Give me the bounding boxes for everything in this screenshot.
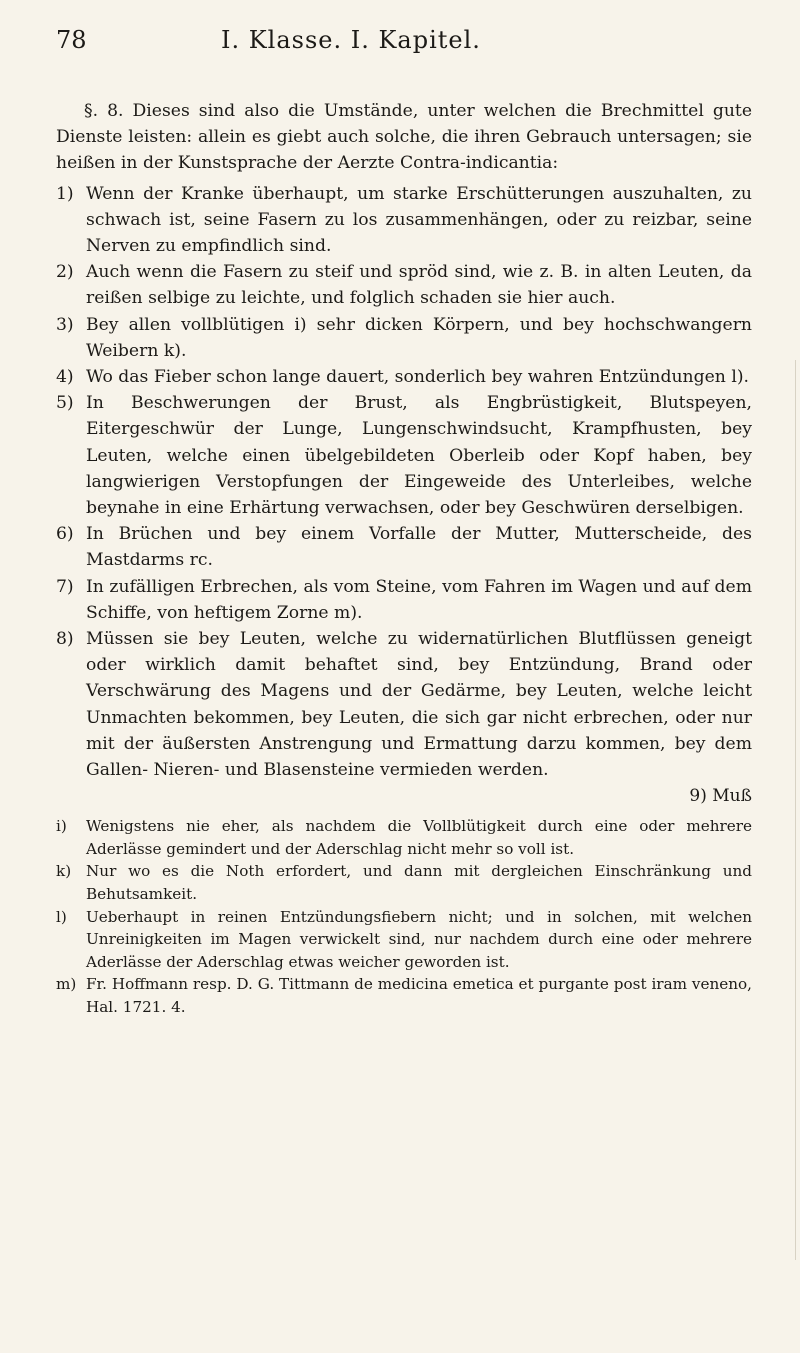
footnote-mark: k) bbox=[56, 862, 72, 881]
contraindication-list bbox=[56, 181, 752, 784]
footnote bbox=[56, 906, 752, 974]
list-item bbox=[56, 626, 752, 783]
footnote bbox=[56, 973, 752, 1018]
list-item bbox=[56, 312, 752, 364]
footnote-text: Nur wo es die Noth erfordert, und dann mit dergleichen Einschränkung und Behutsamkeit. bbox=[86, 862, 752, 904]
running-title: I. Klasse. I. Kapitel. bbox=[221, 26, 481, 54]
item-text: In Beschwerungen der Brust, als Engbrüstigkeit, Blutspeyen, Eitergeschwür der Lunge, Lungenschwindsucht, Krampfhusten, bey Leuten, welche einen übelgebildeten Oberleib oder Kopf haben, bey langwierigen Verstopfungen der Eingeweide des Unterleibes, welche beynahe in eine Erhärtung verwachsen, oder bey Geschwüren derselbigen. bbox=[86, 393, 752, 519]
list-item bbox=[56, 259, 752, 311]
footnotes bbox=[56, 815, 752, 1018]
list-item bbox=[56, 574, 752, 626]
footnote-text: Fr. Hoffmann resp. D. G. Tittmann de medicina emetica et purgante post iram veneno, Hal. 1721. 4. bbox=[86, 975, 752, 1017]
item-number: 8) bbox=[56, 629, 74, 650]
footnote bbox=[56, 860, 752, 905]
item-text: In Brüchen und bey einem Vorfalle der Mutter, Mutterscheide, des Mastdarms rc. bbox=[86, 524, 752, 571]
item-text: Auch wenn die Fasern zu steif und spröd sind, wie z. B. in alten Leuten, da reißen selbige zu leichte, und folglich schaden sie hier auch. bbox=[86, 262, 752, 309]
item-number: 6) bbox=[56, 524, 74, 545]
footnote bbox=[56, 815, 752, 860]
item-text: Bey allen vollblütigen i) sehr dicken Körpern, und bey hochschwangern Weibern k). bbox=[86, 314, 752, 361]
item-number: 4) bbox=[56, 367, 74, 388]
footnote-mark: m) bbox=[56, 975, 77, 994]
item-number: 5) bbox=[56, 393, 74, 414]
catchword: 9) Muß bbox=[689, 786, 752, 807]
list-item bbox=[56, 390, 752, 521]
item-text: Wo das Fieber schon lange dauert, sonderlich bey wahren Entzündungen l). bbox=[86, 367, 749, 388]
footnote-mark: l) bbox=[56, 907, 67, 926]
footnote-text: Ueberhaupt in reinen Entzündungsfiebern nicht; und in solchen, mit welchen Unreinigkeiten im Magen verwickelt sind, nur nachdem durch eine oder mehrere Aderlässe der Aderschlag etwas weicher geworden ist. bbox=[86, 907, 752, 971]
page-header bbox=[56, 26, 746, 62]
list-item bbox=[56, 521, 752, 573]
list-item bbox=[56, 181, 752, 260]
footnote-text: Wenigstens nie eher, als nachdem die Vollblütigkeit durch eine oder mehrere Aderlässe gemindert und der Aderschlag nicht mehr so voll ist. bbox=[86, 817, 752, 858]
item-number: 2) bbox=[56, 262, 74, 283]
footnote-mark: i) bbox=[56, 817, 67, 836]
item-text: Müssen sie bey Leuten, welche zu widernatürlichen Blutflüssen geneigt oder wirklich damit behaftet sind, bey Entzündung, Brand oder Verschwärung des Magens und der Gedärme, bey Leuten, welche leicht Unmachten bekommen, bey Leuten, die sich gar nicht erbrechen, oder nur mit der äußersten Anstrengung und Ermattung darzu kommen, bey dem Gallen- Nieren- und Blasensteine vermieden werden. bbox=[86, 629, 752, 781]
item-number: 1) bbox=[56, 183, 74, 204]
item-number: 7) bbox=[56, 576, 74, 597]
item-text: In zufälligen Erbrechen, als vom Steine, vom Fahren im Wagen und auf dem Schiffe, von heftigem Zorne m). bbox=[86, 576, 752, 623]
page-edge bbox=[795, 360, 796, 1260]
item-number: 3) bbox=[56, 314, 74, 335]
list-item bbox=[56, 364, 752, 390]
main-text bbox=[56, 98, 752, 1019]
item-text: Wenn der Kranke überhaupt, um starke Erschütterungen auszuhalten, zu schwach ist, seine Fasern zu los zusammenhängen, oder zu reizbar, seine Nerven zu empfindlich sind. bbox=[86, 183, 752, 257]
intro-paragraph: §. 8. Dieses sind also die Umstände, unter welchen die Brechmittel gute Dienste leisten: allein es giebt auch solche, die ihren Gebrauch untersagen; sie heißen in der Kunstsprache der Aerzte Contra-indicantia: bbox=[56, 101, 752, 174]
page-number: 78 bbox=[56, 26, 87, 54]
